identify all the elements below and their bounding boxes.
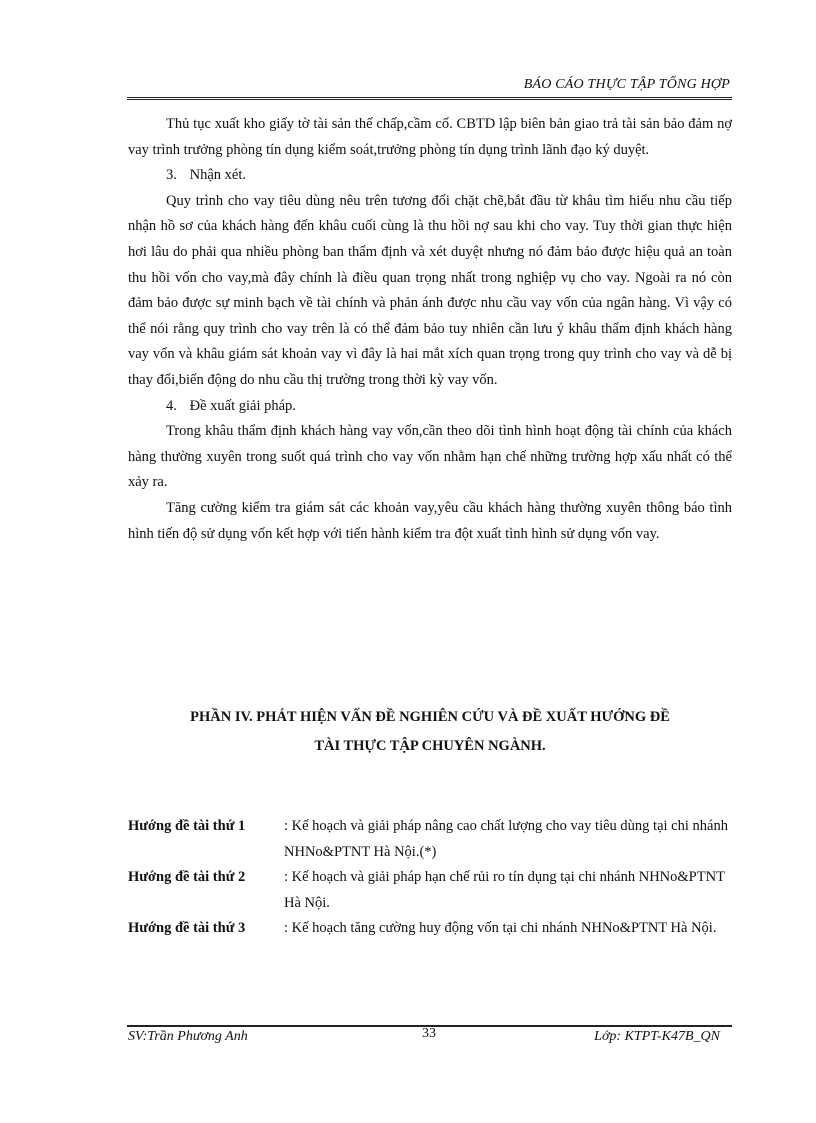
list-item-4 [128,394,732,420]
footer-student-name: SV:Trần Phương Anh [128,1029,248,1044]
section-heading [128,703,732,761]
topic-item [128,865,732,916]
paragraph-1: Thủ tục xuất kho giấy tờ tài sản thế chấp,cầm cố. CBTD lập biên bản giao trả tài sản bảo đảm nợ vay trình trưởng phòng tín dụng kiểm soát,trưởng phòng tín dụng trình lãnh đạo ký duyệt. [128,116,732,158]
paragraph-3: Trong khâu thẩm định khách hàng vay vốn,cần theo dõi tình hình hoạt động tài chính của khách hàng thường xuyên trong suốt quá trình cho vay vốn nhằm hạn chế những trường hợp xấu nhất có thể xảy ra. [128,423,732,491]
topic-label: Hướng đề tài thứ 1 [128,818,246,834]
running-header-title: BÁO CÁO THỰC TẬP TỔNG HỢP [523,77,730,92]
topic-label: Hướng đề tài thứ 3 [128,920,246,937]
topic-item [128,916,732,942]
list-item-3 [128,163,732,189]
paragraph-4: Tăng cường kiểm tra giám sát các khoản vay,yêu cầu khách hàng thường xuyên thông báo tình hình tiến độ sử dụng vốn kết hợp với tiến hành kiểm tra đột xuất tình hình sử dụng vốn vay. [128,499,732,542]
list-item-3-text: Nhận xét. [189,167,246,184]
list-item-3-number: 3. [166,167,177,184]
topic-text: : Kế hoạch tăng cường huy động vốn tại chi nhánh NHNo&PTNT Hà Nội. [284,920,717,937]
topic-item [128,814,732,865]
header-rule [127,97,732,100]
topic-list [128,814,732,942]
topic-label: Hướng đề tài thứ 2 [128,869,246,886]
section-heading-line-2: TÀI THỰC TẬP CHUYÊN NGÀNH. [314,738,546,754]
section-heading-line-1: PHẦN IV. PHÁT HIỆN VẤN ĐỀ NGHIÊN CỨU VÀ ĐỀ XUẤT HƯỚNG ĐỀ [190,709,670,725]
body-text [128,112,732,547]
topic-text: : Kế hoạch và giải pháp nâng cao chất lượng cho vay tiêu dùng tại chi nhánh NHNo&PTNT Hà Nội.(*) [284,818,728,860]
footer-class: Lớp: KTPT-K47B_QN [594,1029,720,1044]
page-number: 33 [422,1026,436,1041]
topic-text: : Kế hoạch và giải pháp hạn chế rủi ro tín dụng tại chi nhánh NHNo&PTNT Hà Nội. [284,869,725,911]
list-item-4-number: 4. [166,397,177,414]
paragraph-2: Quy trình cho vay tiêu dùng nêu trên tương đối chặt chẽ,bắt đầu từ khâu tìm hiểu nhu cầu tiếp nhận hồ sơ của khách hàng đến khâu cuối cùng là thu hồi nợ sau khi cho vay. Tuy thời gian thực hiện hơi lâu do phải qua nhiều phòng ban thẩm định và xét duyệt nhưng nó đảm bảo được hiệu quả an toàn thu hồi vốn cho vay,mà đây chính là điều quan trọng nhất trong nghiệp vụ cho vay. Ngoài ra nó còn đảm bảo được sự minh bạch về tài chính và phản ánh được nhu cầu vay vốn của ngân hàng. Vì vậy có thể nói rằng quy trình cho vay trên là có thể đảm bảo tuy nhiên cần lưu ý khâu thẩm định khách hàng vay vốn và khâu giám sát khoản vay vì đây là hai mắt xích quan trọng trong quy trình cho vay và dễ bị thay đổi,biến động do nhu cầu thị trường trong thời kỳ vay vốn. [128,192,732,388]
list-item-4-text: Đề xuất giải pháp. [189,397,296,414]
